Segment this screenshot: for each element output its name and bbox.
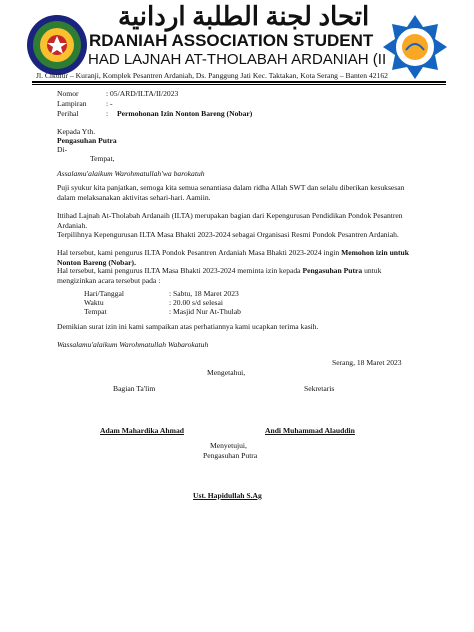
- org-name-line1: RDANIAH ASSOCIATION STUDENT: [89, 31, 374, 50]
- closing-text: Demikian surat izin ini kami sampaikan atas perhatiannya kami ucapkan terima kasih.: [57, 322, 319, 331]
- paragraph-5-tail: untuk mengizinkan acara tersebut pada :: [57, 266, 382, 285]
- name-center: Ust. Hapidullah S.Ag: [193, 491, 262, 500]
- event-day-label: Hari/Tanggal: [84, 289, 124, 298]
- event-place-value: : Masjid Nur At-Thulab: [169, 307, 241, 316]
- menyetujui-label: Menyetujui,: [210, 441, 247, 450]
- paragraph-3: Terpilihnya Kepengurusan ILTA Masa Bhakti 2023-2024 sebagai Organisasi Resmi Pondok Pesantren Ardaniah.: [57, 230, 399, 239]
- recipient-line1: Kepada Yth.: [57, 127, 96, 136]
- paragraph-5-emphasis: Pengasuhan Putra: [302, 266, 363, 275]
- perihal-label: Perihal: [57, 109, 79, 118]
- paragraph-4: [57, 248, 421, 267]
- name-right: Andi Muhammad Alauddin: [265, 426, 355, 435]
- event-day-value: : Sabtu, 18 Maret 2023: [169, 289, 239, 298]
- paragraph-1: Puji syukur kita panjatkan, semoga kita semua senantiasa dalam ridha Allah SWT dan selalu diberikan kesuksesan dalam melaksanakan aktivitas sehari-hari. Aamiin.: [57, 183, 405, 202]
- recipient-line4: Tempat,: [90, 154, 115, 163]
- paragraph-5-text: Hal tersebut, kami pengurus ILTA Masa Bhakti 2023-2024 meminta izin kepada: [57, 266, 301, 275]
- address-line: Jl. Cikulur – Kuranji, Komplek Pesantren Ardaniah, Ds. Panggung Jati Kec. Taktakan, Kota Serang – Banten 42162: [36, 71, 388, 80]
- lampiran-label: Lampiran: [57, 99, 87, 108]
- event-place-label: Tempat: [84, 307, 107, 316]
- nomor-value: : 05/ARD/ILTA/II/2023: [106, 89, 179, 98]
- org-name-line2: HAD LAJNAH AT-THOLABAH ARDANIAH (II: [88, 51, 387, 68]
- paragraph-5: [57, 266, 421, 285]
- arabic-title: اتحاد لجنة الطلبة اردانية: [118, 2, 370, 31]
- perihal-value: Permohonan Izin Nonton Bareng (Nobar): [117, 109, 253, 118]
- header-divider-thick: [32, 81, 446, 83]
- left-emblem-logo: [26, 14, 88, 76]
- perihal-colon: :: [106, 109, 109, 118]
- paragraph-4-emphasis: Memohon izin untuk Nonton Bareng (Nobar).: [57, 248, 409, 267]
- header-divider-thin: [32, 84, 446, 85]
- event-time-value: : 20.00 s/d selesai: [169, 298, 223, 307]
- role-right: Sekretaris: [304, 384, 335, 393]
- name-left: Adam Mahardika Ahmad: [100, 426, 184, 435]
- right-emblem-logo: [382, 14, 448, 80]
- role-left: Bagian Ta'lim: [113, 384, 156, 393]
- recipient-line3: Di-: [57, 145, 68, 154]
- paragraph-4-text: Hal tersebut, kami pengurus ILTA Pondok Pesantren Ardaniah Masa Bhakti 2023-2024 ingin: [57, 248, 340, 257]
- place-date: Serang, 18 Maret 2023: [332, 358, 402, 367]
- mengetahui-label: Mengetahui,: [207, 368, 246, 377]
- recipient-line2: Pengasuhan Putra: [57, 136, 117, 145]
- role-center: Pengasuhan Putra: [203, 451, 258, 460]
- event-time-label: Waktu: [84, 298, 104, 307]
- lampiran-value: : -: [106, 99, 113, 108]
- opening-salam: Assalamu'alaikum Warohmatullah'wa barokatuh: [57, 169, 205, 178]
- paragraph-2: Ittihad Lajnah At-Tholabah Ardanaih (ILTA) merupakan bagian dari Kepengurusan Pendidikan Pondok Pesantren Ardaniah.: [57, 211, 403, 230]
- nomor-label: Nomor: [57, 89, 79, 98]
- closing-salam: Wassalamu'alaikum Warohmatullah Wabarokatuh: [57, 340, 209, 349]
